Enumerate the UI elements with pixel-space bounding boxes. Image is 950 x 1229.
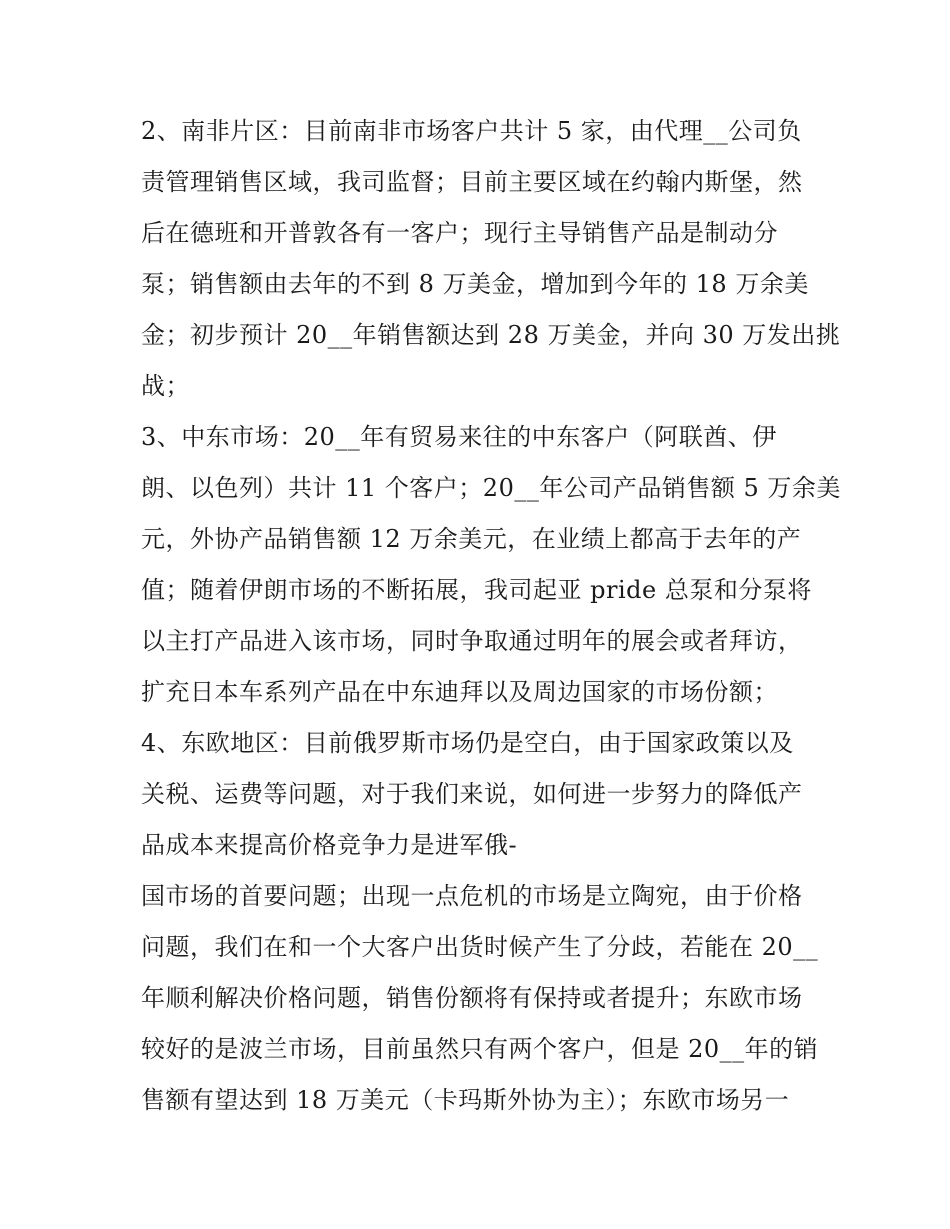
text-line: 关税、运费等问题，对于我们来说，如何进一步努力的降低产 (141, 780, 803, 808)
text-line: 年顺利解决价格问题，销售份额将有保持或者提升；东欧市场 (141, 984, 803, 1012)
document-body (141, 106, 841, 1126)
text-line: 战； (141, 372, 190, 400)
text-line: 国市场的首要问题；出现一点危机的市场是立陶宛，由于价格 (141, 882, 803, 910)
text-line: 扩充日本车系列产品在中东迪拜以及周边国家的市场份额； (141, 678, 778, 706)
text-line: 品成本来提高价格竞争力是进军俄- (141, 831, 518, 859)
text-line: 4、东欧地区：目前俄罗斯市场仍是空白，由于国家政策以及 (141, 729, 794, 757)
text-line: 朗、以色列）共计 11 个客户；20__年公司产品销售额 5 万余美 (141, 474, 841, 502)
text-line: 责管理销售区域，我司监督；目前主要区域在约翰内斯堡，然 (141, 168, 803, 196)
text-line: 较好的是波兰市场，目前虽然只有两个客户，但是 20__年的销 (141, 1035, 819, 1063)
text-line: 后在德班和开普敦各有一客户；现行主导销售产品是制动分 (141, 219, 778, 247)
text-line: 售额有望达到 18 万美元（卡玛斯外协为主）；东欧市场另一 (141, 1086, 790, 1114)
text-line: 3、中东市场：20__年有贸易来往的中东客户（阿联酋、伊 (141, 423, 777, 451)
text-line: 元，外协产品销售额 12 万余美元，在业绩上都高于去年的产 (141, 525, 802, 553)
text-line: 值；随着伊朗市场的不断拓展，我司起亚 pride 总泵和分泵将 (141, 576, 812, 604)
text-line: 2、南非片区：目前南非市场客户共计 5 家，由代理__公司负 (141, 117, 802, 145)
text-line: 金；初步预计 20__年销售额达到 28 万美金，并向 30 万发出挑 (141, 321, 841, 349)
text-line: 以主打产品进入该市场，同时争取通过明年的展会或者拜访， (141, 627, 803, 655)
text-line: 问题，我们在和一个大客户出货时候产生了分歧，若能在 20__ (141, 933, 819, 961)
text-line: 泵；销售额由去年的不到 8 万美金，增加到今年的 18 万余美 (141, 270, 809, 298)
